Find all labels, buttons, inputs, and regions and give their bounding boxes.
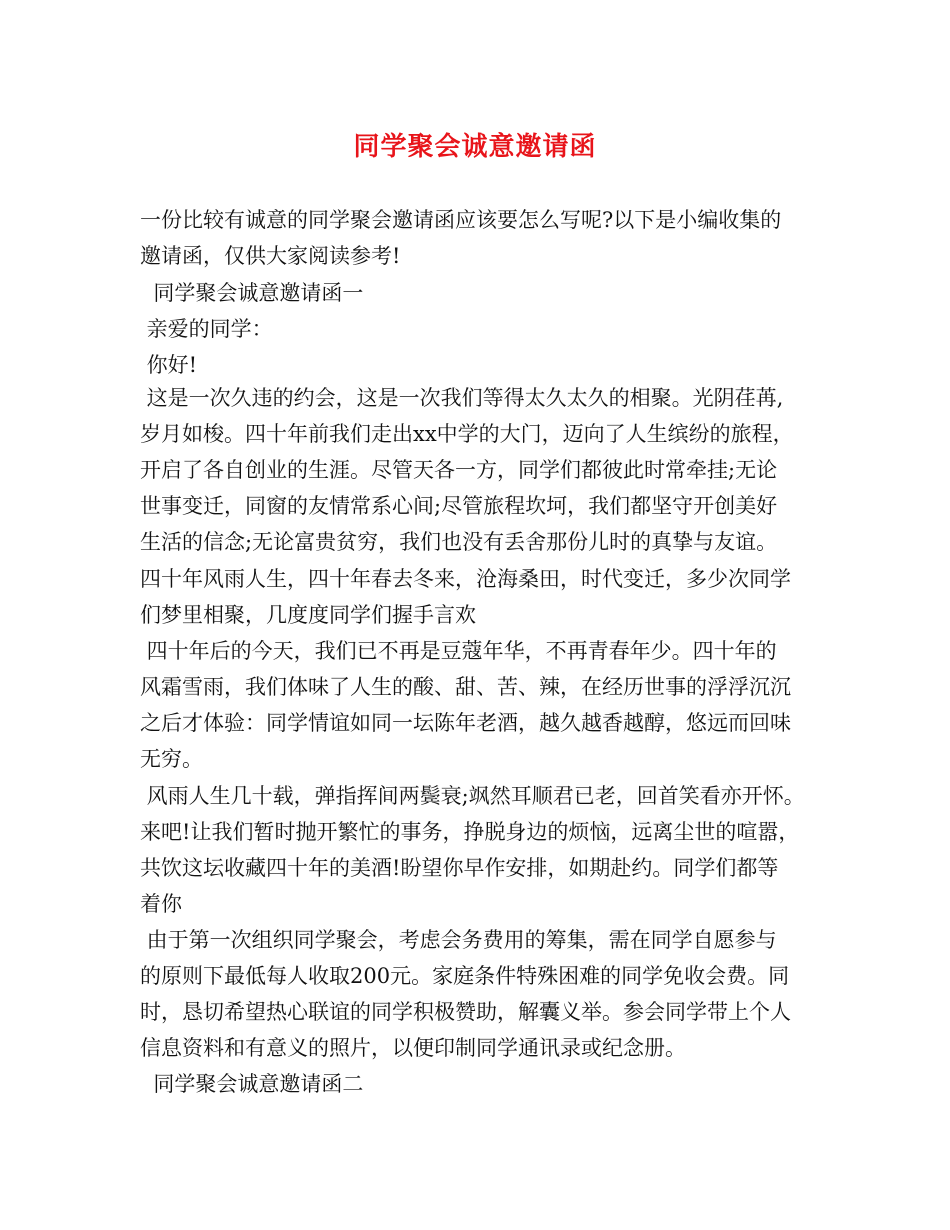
paragraph-line: 信息资料和有意义的照片，以便印制同学通讯录或纪念册。 (140, 1036, 686, 1060)
paragraph-line: 由于第一次组织同学聚会，考虑会务费用的筹集，需在同学自愿参与 (140, 928, 777, 952)
intro-line-2: 邀请函，仅供大家阅读参考! (140, 244, 401, 268)
paragraph-line: 们梦里相聚，几度度同学们握手言欢 (140, 603, 476, 627)
paragraph-line: 这是一次久违的约会，这是一次我们等得太久太久的相聚。光阴荏苒, (140, 386, 784, 410)
paragraph-line: 的原则下最低每人收取200元。家庭条件特殊困难的同学免收会费。同 (140, 964, 790, 988)
paragraph-line: 之后才体验：同学情谊如同一坛陈年老酒，越久越香越醇，悠远而回味 (140, 711, 791, 735)
paragraph-line: 风霜雪雨，我们体味了人生的酸、甜、苦、辣，在经历世事的浮浮沉沉 (140, 675, 791, 699)
paragraph-line: 风雨人生几十载，弹指挥间两鬓衰;飒然耳顺君已老，回首笑看亦开怀。 (140, 784, 805, 808)
paragraph-line: 岁月如梭。四十年前我们走出xx中学的大门，迈向了人生缤纷的旅程， (140, 422, 794, 446)
section-heading-1: 同学聚会诚意邀请函一 (140, 281, 364, 305)
paragraph-line: 开启了各自创业的生涯。尽管天各一方，同学们都彼此时常牵挂;无论 (140, 458, 778, 482)
paragraph-line: 生活的信念;无论富贵贫穷，我们也没有丢舍那份儿时的真挚与友谊。 (140, 530, 778, 554)
paragraph-line: 着你 (140, 892, 182, 916)
salutation: 亲爱的同学： (140, 317, 273, 341)
paragraph-line: 四十年后的今天，我们已不再是豆蔻年华，不再青春年少。四十年的 (140, 639, 777, 663)
paragraph-line: 共饮这坛收藏四十年的美酒!盼望你早作安排，如期赴约。同学们都等 (140, 856, 779, 880)
paragraph-line: 时，恳切希望热心联谊的同学积极赞助，解囊义举。参会同学带上个人 (140, 1000, 791, 1024)
section-heading-2: 同学聚会诚意邀请函二 (140, 1072, 364, 1096)
intro-line-1: 一份比较有诚意的同学聚会邀请函应该要怎么写呢?以下是小编收集的 (140, 208, 782, 232)
paragraph-line: 世事变迁，同窗的友情常系心间;尽管旅程坎坷，我们都坚守开创美好 (140, 494, 778, 518)
paragraph-line: 无穷。 (140, 747, 203, 771)
paragraph-line: 来吧!让我们暂时抛开繁忙的事务，挣脱身边的烦恼，远离尘世的喧嚣， (140, 820, 800, 844)
greeting: 你好! (140, 353, 198, 377)
paragraph-line: 四十年风雨人生，四十年春去冬来，沧海桑田，时代变迁，多少次同学 (140, 567, 791, 591)
document-title: 同学聚会诚意邀请函 (353, 132, 597, 162)
